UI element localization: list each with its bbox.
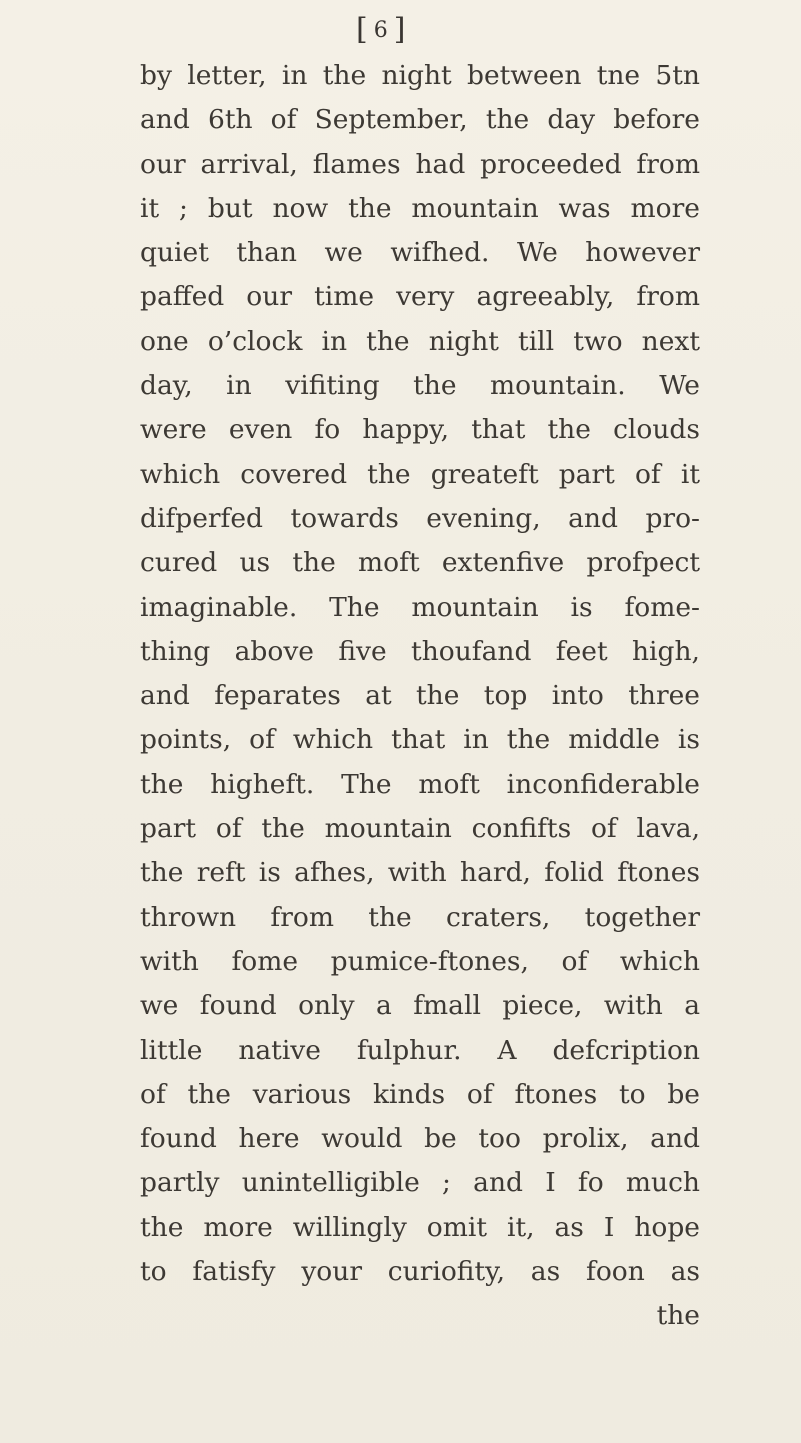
- text-line: were even fo happy, that the clouds: [140, 414, 700, 446]
- text-line: it ; but now the mountain was more: [140, 192, 700, 224]
- catchword: the: [656, 1300, 700, 1332]
- text-line: and 6th of September, the day before: [140, 104, 700, 136]
- text-line: thrown from the craters, together: [140, 901, 700, 933]
- text-line: our arrival, flames had proceeded from: [140, 148, 700, 180]
- page-number: [356, 12, 411, 47]
- text-line: part of the mountain confifts of lava,: [140, 813, 700, 845]
- text-line: we found only a fmall piece, with a: [140, 990, 700, 1022]
- text-line: points, of which that in the middle is: [140, 724, 700, 756]
- text-line: the higheft. The moft inconfiderable: [140, 768, 700, 800]
- text-line: thing above five thoufand feet high,: [140, 635, 700, 667]
- text-line: of the various kinds of ftones to be: [140, 1078, 700, 1110]
- text-line: day, in vifiting the mountain. We: [140, 370, 700, 402]
- text-line: with fome pumice-ftones, of which: [140, 945, 700, 977]
- text-line: imaginable. The mountain is fome-: [140, 591, 700, 623]
- text-line: little native fulphur. A defcription: [140, 1034, 700, 1066]
- text-line: difperfed towards evening, and pro-: [140, 502, 700, 534]
- text-line: by letter, in the night between tne 5tn: [140, 60, 700, 91]
- text-line: the reft is afhes, with hard, folid ftones: [140, 857, 700, 889]
- text-line: paffed our time very agreeably, from: [140, 281, 700, 313]
- page-number-value: 6: [373, 18, 394, 43]
- text-line: partly unintelligible ; and I fo much: [140, 1167, 700, 1199]
- text-line: quiet than we wifhed. We however: [140, 237, 700, 269]
- body-text: [140, 54, 700, 1339]
- page-number-open-bracket: [: [356, 12, 374, 47]
- text-line: the more willingly omit it, as I hope: [140, 1211, 700, 1243]
- text-line: to fatisfy your curiofity, as foon as: [140, 1256, 700, 1288]
- text-line: cured us the moft extenfive profpect: [140, 547, 700, 579]
- page-number-close-bracket: ]: [393, 12, 412, 47]
- text-line: which covered the greateft part of it: [140, 458, 700, 490]
- text-line: one o’clock in the night till two next: [140, 325, 700, 357]
- text-line: found here would be too prolix, and: [140, 1123, 700, 1155]
- text-line: and feparates at the top into three: [140, 680, 700, 712]
